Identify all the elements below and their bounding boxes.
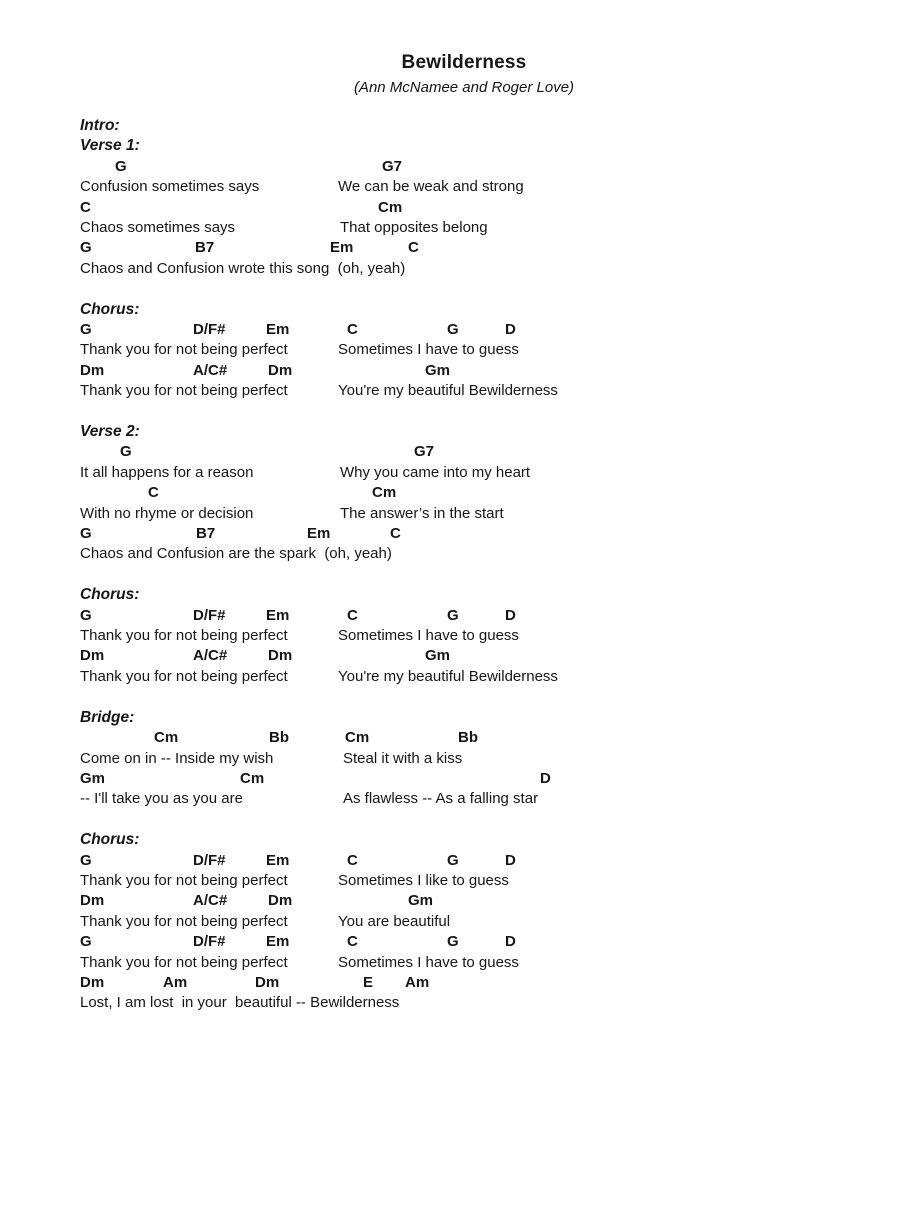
song-header [28, 52, 900, 96]
chord: Em [266, 851, 290, 869]
section-label-line [0, 830, 900, 850]
lyric-segment: Chaos and Confusion are the spark (oh, yeah) [80, 545, 392, 563]
chord: A/C# [193, 892, 228, 910]
song-credits: (Ann McNamee and Roger Love) [353, 79, 575, 96]
lyric-segment: Sometimes I have to guess [338, 341, 519, 359]
chord: Dm [268, 892, 293, 910]
chord: G [447, 851, 459, 869]
chord: E [363, 973, 374, 991]
chord: Gm [425, 647, 451, 665]
chord: Dm [255, 973, 280, 991]
lyric-line [0, 749, 900, 769]
chord: Am [163, 973, 188, 991]
chord: G [80, 606, 92, 624]
lyric-segment: Chaos sometimes says [80, 218, 236, 236]
chord-line [0, 973, 900, 993]
section-label-line [0, 585, 900, 605]
lyric-line [0, 912, 900, 932]
chord: Em [266, 321, 290, 339]
lyric-line [0, 789, 900, 809]
chord: Dm [268, 361, 293, 379]
chord: A/C# [193, 361, 228, 379]
section-label: Chorus: [80, 831, 140, 849]
lyric-segment: Thank you for not being perfect [80, 382, 288, 400]
chord: Em [266, 606, 290, 624]
lyric-segment: You are beautiful [338, 912, 451, 930]
chord: G7 [382, 157, 403, 175]
lyric-segment: It all happens for a reason [80, 463, 254, 481]
chord: B7 [195, 239, 215, 257]
chord: Cm [154, 729, 179, 747]
chord: C [347, 933, 358, 951]
lyric-segment: Why you came into my heart [340, 463, 531, 481]
chord: Cm [372, 484, 397, 502]
chord: Em [266, 933, 290, 951]
chord-line [0, 728, 900, 748]
chord: C [347, 851, 358, 869]
section-label: Verse 2: [80, 423, 140, 441]
chord: G [80, 321, 92, 339]
chord: Dm [80, 973, 105, 991]
lyric-segment: That opposites belong [340, 218, 488, 236]
lyric-segment: Thank you for not being perfect [80, 953, 288, 971]
chord-line [0, 442, 900, 462]
lyric-line [0, 463, 900, 483]
chord: Em [307, 525, 331, 543]
chord: D [505, 606, 516, 624]
chord: G [120, 443, 132, 461]
song-body [0, 116, 900, 1014]
chord: Am [405, 973, 430, 991]
section-label-line [0, 136, 900, 156]
chord: Dm [80, 647, 105, 665]
chord-line [0, 320, 900, 340]
chord: C [408, 239, 419, 257]
chord: C [390, 525, 401, 543]
chord: Dm [268, 647, 293, 665]
chord: Cm [378, 198, 403, 216]
chord: G [447, 321, 459, 339]
lyric-line [0, 259, 900, 279]
chord: D/F# [193, 321, 226, 339]
lyric-segment: Come on in -- Inside my wish [80, 749, 274, 767]
chord-line [0, 932, 900, 952]
chord: G [80, 851, 92, 869]
section-label: Chorus: [80, 300, 140, 318]
chord-line [0, 524, 900, 544]
lyric-segment: Sometimes I have to guess [338, 953, 519, 971]
lyric-line [0, 544, 900, 564]
lyric-segment: Thank you for not being perfect [80, 872, 288, 889]
lyric-line [0, 953, 900, 973]
section-label-line [0, 300, 900, 320]
chord: Em [330, 239, 354, 257]
chord: C [80, 198, 91, 216]
lyric-line [0, 993, 900, 1013]
chord-line [0, 891, 900, 911]
chord: G [447, 933, 459, 951]
chord-sheet-page [0, 52, 900, 1217]
chord-line [0, 198, 900, 218]
song-section [0, 116, 900, 279]
chord: B7 [196, 525, 216, 543]
song-section [0, 585, 900, 687]
lyric-segment: We can be weak and strong [338, 178, 524, 196]
lyric-segment: You're my beautiful Bewilderness [338, 667, 558, 685]
lyric-segment: Steal it with a kiss [343, 749, 463, 767]
chord-line [0, 606, 900, 626]
chord: Bb [269, 729, 289, 747]
lyric-segment: Thank you for not being perfect [80, 912, 288, 930]
chord: D/F# [193, 606, 226, 624]
lyric-line [0, 177, 900, 197]
lyric-line [0, 340, 900, 360]
chord-line [0, 483, 900, 503]
section-label: Intro: [80, 117, 120, 134]
chord: D [505, 851, 516, 869]
chord: Dm [80, 361, 105, 379]
section-label-line [0, 422, 900, 442]
song-title: Bewilderness [401, 52, 527, 73]
section-label-line [0, 116, 900, 136]
chord: C [347, 606, 358, 624]
section-label: Bridge: [80, 708, 135, 726]
lyric-segment: Confusion sometimes says [80, 178, 260, 196]
song-section [0, 708, 900, 810]
lyric-segment: As flawless -- As a falling star [343, 790, 539, 808]
chord: D [505, 933, 516, 951]
lyric-segment: Thank you for not being perfect [80, 627, 288, 645]
chord: Gm [408, 892, 434, 910]
chord: G7 [414, 443, 435, 461]
lyric-line [0, 218, 900, 238]
lyric-segment: Chaos and Confusion wrote this song (oh, yeah) [80, 259, 406, 277]
chord: A/C# [193, 647, 228, 665]
lyric-segment: Thank you for not being perfect [80, 341, 288, 359]
section-label-line [0, 708, 900, 728]
chord: D [540, 769, 551, 787]
chord: C [148, 484, 159, 502]
chord: Gm [425, 361, 451, 379]
lyric-segment: Sometimes I like to guess [338, 872, 509, 889]
lyric-segment: With no rhyme or decision [80, 504, 254, 522]
lyric-line [0, 626, 900, 646]
chord: G [447, 606, 459, 624]
chord: G [80, 525, 92, 543]
chord: Gm [80, 769, 106, 787]
lyric-line [0, 667, 900, 687]
chord-line [0, 238, 900, 258]
chord: C [347, 321, 358, 339]
chord: Dm [80, 892, 105, 910]
chord: G [115, 157, 127, 175]
lyric-line [0, 381, 900, 401]
chord: G [80, 933, 92, 951]
song-section [0, 422, 900, 565]
lyric-segment: The answer’s in the start [340, 504, 504, 522]
lyric-segment: Sometimes I have to guess [338, 627, 519, 645]
chord: D [505, 321, 516, 339]
chord-line [0, 157, 900, 177]
chord: Bb [458, 729, 478, 747]
lyric-segment: Thank you for not being perfect [80, 667, 288, 685]
lyric-segment: You're my beautiful Bewilderness [338, 382, 558, 400]
chord: G [80, 239, 92, 257]
lyric-segment: Lost, I am lost in your beautiful -- Bewilderness [80, 994, 400, 1012]
lyric-line [0, 871, 900, 891]
chord-line [0, 851, 900, 871]
chord: D/F# [193, 933, 226, 951]
song-section [0, 300, 900, 402]
chord-line [0, 769, 900, 789]
chord: Cm [240, 769, 265, 787]
lyric-line [0, 504, 900, 524]
lyric-segment: -- I'll take you as you are [80, 790, 243, 808]
chord-line [0, 361, 900, 381]
section-label: Verse 1: [80, 137, 140, 155]
song-section [0, 830, 900, 1014]
section-label: Chorus: [80, 586, 140, 604]
chord: Cm [345, 729, 370, 747]
chord: D/F# [193, 851, 226, 869]
chord-line [0, 646, 900, 666]
